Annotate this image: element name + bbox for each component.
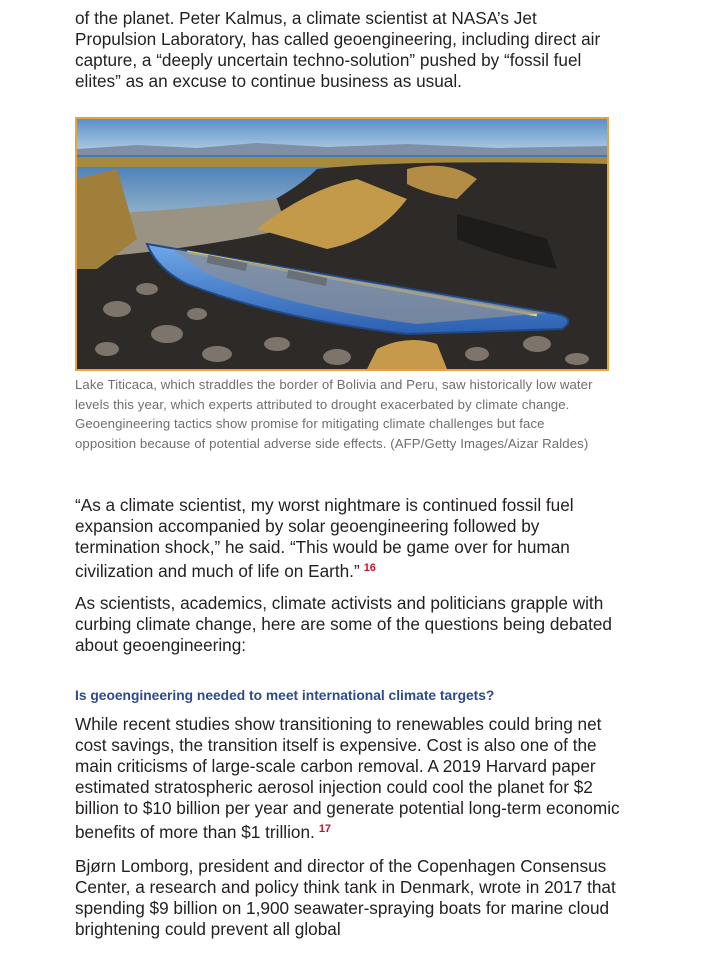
photo-figure: [75, 117, 609, 453]
quote-text: “As a climate scientist, my worst nightmare is continued fossil fuel expansion accompanied by solar geoengineering followed by termination shock,” he said. “This would be game over for human civilization and much of life on Earth.”: [75, 495, 574, 581]
footnote-ref-17[interactable]: 17: [318, 823, 332, 835]
cost-paragraph: [75, 714, 620, 843]
questions-text: As scientists, academics, climate activists and politicians grapple with curbing climate change, here are some of the questions being debated about geoengineering:: [75, 593, 612, 655]
cost-text: While recent studies show transitioning to renewables could bring net cost savings, the transition itself is expensive. Cost is also one of the main criticisms of large-scale carbon removal. A 2019 Harvard paper estimated stratospheric aerosol injection could cool the planet for $2 billion to $10 billion per year and generate potential long-term economic benefits of more than $1 trillion.: [75, 714, 620, 842]
questions-paragraph: [75, 593, 620, 656]
footnote-ref-16[interactable]: 16: [363, 562, 376, 574]
section-heading-block: [75, 688, 620, 703]
section-heading: Is geoengineering needed to meet international climate targets?: [75, 688, 495, 703]
lomborg-text: Bjørn Lomborg, president and director of the Copenhagen Consensus Center, a research and policy think tank in Denmark, wrote in 2017 that spending $9 billion on 1,900 seawater-spraying boats for marine cloud brightening could prevent all global: [75, 856, 616, 939]
intro-paragraph: [75, 8, 620, 92]
boat-on-shore-image: [77, 119, 607, 369]
intro-text: of the planet. Peter Kalmus, a climate scientist at NASA’s Jet Propulsion Laboratory, has called geoengineering, including direct air capture, a “deeply uncertain techno-solution” pushed by “fossil fuel elites” as an excuse to continue business as usual.: [75, 8, 601, 91]
quote-text-block: [75, 495, 620, 582]
lomborg-paragraph: [75, 856, 620, 940]
cost-text-block: [75, 714, 620, 843]
quote-paragraph: [75, 495, 620, 582]
lake-titicaca-photo: [75, 117, 609, 371]
photo-caption: Lake Titicaca, which straddles the border of Bolivia and Peru, saw historically low water levels this year, which experts attributed to drought exacerbated by climate change. Geoengineering tactics show promise for mitigating climate challenges but face opposition because of potential adverse side effects. (AFP/Getty Images/Aizar Raldes): [75, 377, 593, 451]
